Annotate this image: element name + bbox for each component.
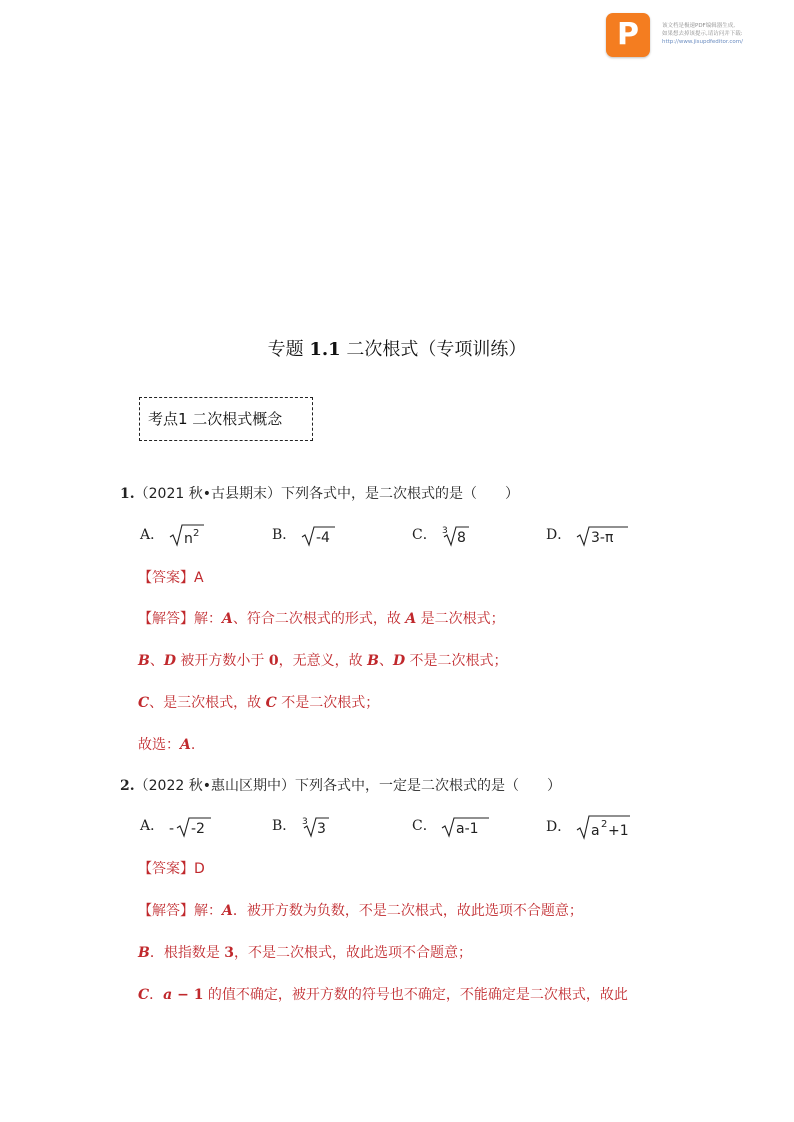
q1-a-sup: 2	[192, 528, 199, 539]
q2-option-c-label: C．	[412, 818, 437, 834]
q1-option-b-radical	[301, 522, 337, 548]
q2-option-c	[412, 813, 491, 839]
q2-option-b-label: B．	[272, 818, 297, 834]
title-number: 1.1	[309, 339, 341, 360]
q2-option-d-label: D．	[546, 819, 572, 835]
section-heading: 考点1 二次根式概念	[148, 410, 283, 428]
q2-solution-line-2: B．根指数是 3，不是二次根式，故此选项不合题意；	[138, 945, 473, 961]
title-suffix: 二次根式（专项训练）	[340, 339, 527, 360]
q1-option-b	[272, 522, 337, 548]
q1-solution-line-1: 【解答】解：A、符合二次根式的形式，故 A 是二次根式；	[138, 611, 505, 627]
q2-option-d	[546, 813, 632, 841]
logo-letter: P	[617, 17, 639, 52]
q2-solution-line-3: C．a − 1 的值不确定，被开方数的符号也不确定，不能确定是二次根式，故此	[138, 987, 628, 1003]
q1-option-d	[546, 522, 630, 548]
q2-option-a	[140, 813, 213, 839]
q1-option-b-label: B．	[272, 527, 297, 543]
q1-b-expr: -4	[315, 530, 330, 546]
watermark-line-1: 该文档是极速PDF编辑器生成,	[662, 23, 735, 29]
q1-solution-line-4: 故选：A.	[138, 737, 196, 753]
q2-option-a-radical	[169, 813, 213, 839]
question-2-text: （2022 秋•惠山区期中）下列各式中，一定是二次根式的是（ ）	[134, 778, 561, 794]
q1-option-a	[140, 522, 205, 548]
q1-option-d-label: D．	[546, 527, 572, 543]
q2-option-c-radical	[441, 813, 491, 839]
q2-b-index: 3	[301, 817, 308, 827]
section-heading-box	[139, 397, 313, 441]
q2-a-expr: -2	[190, 821, 205, 837]
watermark-line-2: 如果想去掉该提示,请访问并下载:	[662, 31, 743, 37]
q2-a-prefix: -	[168, 821, 174, 837]
q2-option-d-radical	[576, 813, 632, 841]
page-title	[0, 335, 794, 361]
title-prefix: 专题	[267, 339, 310, 360]
q1-d-expr: 3-π	[590, 530, 614, 546]
q1-option-a-radical	[169, 522, 205, 548]
q1-option-c-label: C．	[412, 527, 437, 543]
question-1-text: （2021 秋•古县期末）下列各式中，是二次根式的是（ ）	[134, 486, 519, 502]
q2-b-expr: 3	[316, 821, 326, 837]
q1-c-expr: 8	[457, 530, 467, 546]
q1-solution-line-3: C、是三次根式，故 C 不是二次根式；	[138, 695, 380, 711]
pdf-editor-logo	[606, 13, 650, 57]
q2-d-sup: 2	[600, 819, 608, 830]
q2-option-a-label: A．	[140, 818, 165, 834]
q2-answer: 【答案】D	[138, 861, 205, 877]
q1-a-expr: n	[183, 531, 193, 547]
q2-c-expr: a-1	[456, 821, 479, 837]
question-2-stem	[120, 775, 561, 795]
q1-option-d-radical	[576, 522, 630, 548]
q1-option-c	[412, 522, 471, 548]
q2-d-expr: a	[590, 823, 600, 839]
question-2-number: 2.	[120, 778, 135, 794]
q2-d-tail: +1	[607, 823, 629, 839]
q1-answer: 【答案】A	[138, 570, 204, 586]
q1-c-index: 3	[442, 526, 448, 536]
question-1-number: 1.	[120, 486, 135, 502]
q1-solution-line-2: B、D 被开方数小于 0，无意义，故 B、D 不是二次根式；	[138, 653, 508, 669]
question-1-stem	[120, 483, 519, 503]
watermark-url: http://www.jisupdfeditor.com/	[662, 39, 743, 45]
q2-solution-line-1: 【解答】解：A．被开方数为负数，不是二次根式，故此选项不合题意；	[138, 903, 583, 919]
q2-option-b	[272, 813, 331, 839]
q2-option-b-radical	[301, 813, 331, 839]
watermark-text	[662, 22, 790, 46]
q1-option-a-label: A．	[140, 527, 165, 543]
q1-option-c-radical	[441, 522, 471, 548]
